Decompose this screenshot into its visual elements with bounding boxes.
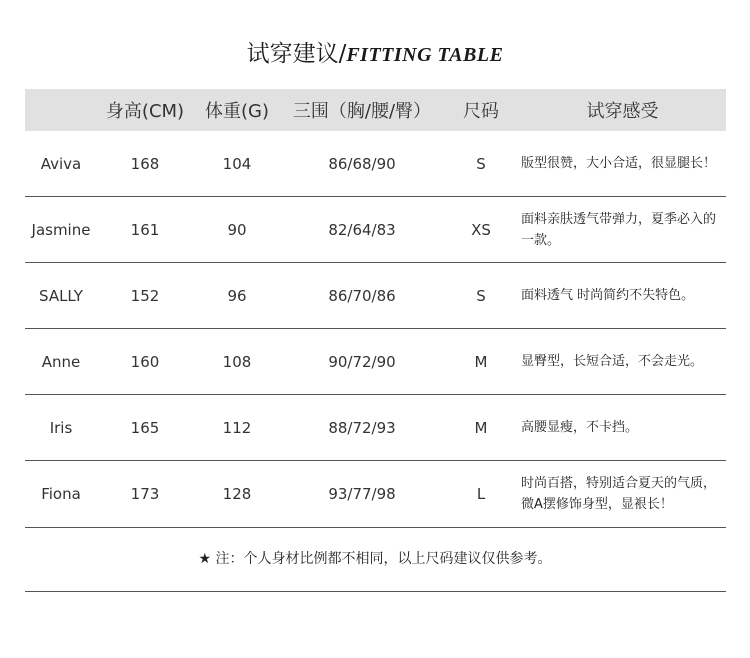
title-cn: 试穿建议/ <box>246 41 347 67</box>
cell-measurements: 90/72/90 <box>328 352 396 371</box>
cell-weight: 104 <box>222 154 252 173</box>
cell-measurements: 86/70/86 <box>328 286 396 305</box>
cell-height: 173 <box>130 485 160 503</box>
cell-size: S <box>476 286 486 305</box>
cell-fitting-note: 面料透气 时尚简约不失特色。 <box>521 288 695 303</box>
cell-fitting-note: 高腰显瘦，不卡挡。 <box>521 420 639 435</box>
cell-measurements: 86/68/90 <box>328 154 396 173</box>
cell-weight: 90 <box>227 220 247 239</box>
table-row <box>25 197 726 263</box>
header-weight: 体重(G) <box>205 101 269 122</box>
cell-measurements: 88/72/93 <box>328 418 396 437</box>
cell-name: Iris <box>49 418 73 437</box>
header-measurements: 三围（胸/腰/臀） <box>292 101 432 122</box>
cell-height: 161 <box>130 220 160 239</box>
header-size: 尺码 <box>463 101 499 122</box>
table-row <box>25 461 726 528</box>
page-title <box>0 38 750 71</box>
header-name <box>25 89 97 131</box>
cell-measurements: 82/64/83 <box>328 220 396 239</box>
cell-weight: 108 <box>222 352 252 371</box>
cell-height: 160 <box>130 352 160 371</box>
cell-name: Aviva <box>40 154 82 173</box>
cell-weight: 128 <box>222 485 252 503</box>
bottom-divider <box>25 591 726 592</box>
cell-fitting-note: 时尚百搭，特别适合夏天的气质，微A摆修饰身型，显裉长！ <box>521 476 717 512</box>
cell-measurements: 93/77/98 <box>328 485 396 503</box>
cell-size: L <box>476 485 486 503</box>
cell-name: Jasmine <box>31 220 91 239</box>
cell-height: 152 <box>130 286 160 305</box>
footnote: ★ 注：个人身材比例都不相同，以上尺码建议仅供参考。 <box>198 551 552 567</box>
table-row <box>25 329 726 395</box>
cell-height: 168 <box>130 154 160 173</box>
cell-weight: 112 <box>222 418 252 437</box>
cell-size: M <box>474 352 488 371</box>
header-height: 身高(CM) <box>105 101 185 122</box>
table-header <box>25 89 726 131</box>
cell-name: Fiona <box>41 485 81 503</box>
title-en: FITTING TABLE <box>346 44 504 66</box>
fitting-table <box>25 89 726 528</box>
table-row <box>25 131 726 197</box>
table-row <box>25 263 726 329</box>
cell-fitting-note: 面料亲肤透气带弹力，夏季必入的一款。 <box>521 211 717 248</box>
cell-weight: 96 <box>227 286 247 305</box>
cell-fitting-note: 显臀型，长短合适，不会走光。 <box>521 354 704 369</box>
cell-height: 165 <box>130 418 160 437</box>
cell-name: SALLY <box>39 286 83 305</box>
cell-size: XS <box>471 220 491 239</box>
cell-size: S <box>476 154 486 173</box>
cell-name: Anne <box>41 352 81 371</box>
header-fitting-notes: 试穿感受 <box>586 101 659 122</box>
cell-fitting-note: 版型很赞，大小合适，很显腿长！ <box>521 156 717 171</box>
cell-size: M <box>474 418 488 437</box>
table-row <box>25 395 726 461</box>
